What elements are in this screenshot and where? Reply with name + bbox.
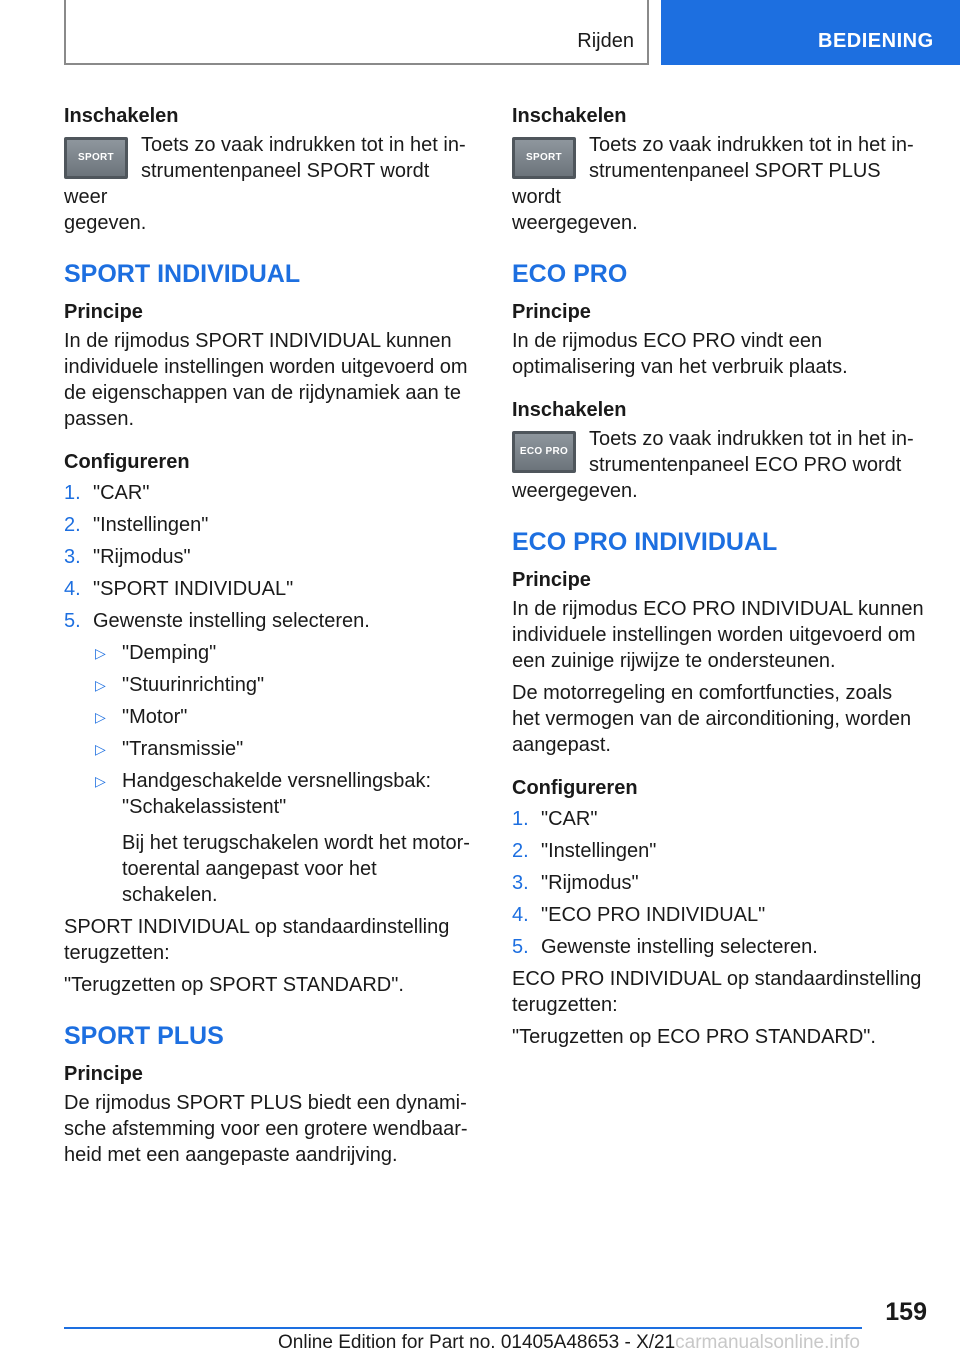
sport-button-icon: SPORT xyxy=(64,137,128,179)
principe-text-2: De motorregeling en comfortfuncties, zoals het vermogen van de airconditioning, worden aangepast. xyxy=(512,682,912,756)
heading-principe: Principe xyxy=(512,301,591,323)
instruction-text: Toets zo vaak indrukken tot in het instrumentenpaneel ECO PRO wordt xyxy=(589,428,914,476)
instruction-text-cont: gegeven. xyxy=(64,212,147,234)
triangle-bullet-icon: ▷ xyxy=(95,773,106,789)
sub-list-item: ▷ Handgeschakelde versnellingsbak: "Schakelassistent" xyxy=(95,770,432,818)
instruction-text: Toets zo vaak indrukken tot in het instrumentenpaneel SPORT PLUS wordt xyxy=(512,134,914,208)
button-instruction xyxy=(64,132,476,210)
left-column xyxy=(64,100,476,1174)
sub-list-item: ▷ "Demping" xyxy=(95,642,217,664)
instruction-text-cont: weergegeven. xyxy=(512,480,638,502)
triangle-bullet-icon: ▷ xyxy=(95,645,106,661)
section-title-sport-individual: SPORT INDIVIDUAL xyxy=(64,260,301,288)
section-title-eco-pro: ECO PRO xyxy=(512,260,628,288)
list-item: 1. "CAR" xyxy=(512,808,598,830)
list-item: 3. "Rijmodus" xyxy=(64,546,191,568)
list-item: 3. "Rijmodus" xyxy=(512,872,639,894)
header-section-title: Rijden xyxy=(577,30,634,52)
reset-text: ECO PRO INDIVIDUAL op standaardinstelling terugzetten: xyxy=(512,968,922,1016)
list-item: 2. "Instellingen" xyxy=(512,840,657,862)
reset-text: SPORT INDIVIDUAL op standaardinstelling terugzetten: xyxy=(64,916,450,964)
footer-divider xyxy=(64,1327,862,1329)
button-instruction xyxy=(512,426,924,478)
reset-value: "Terugzetten op ECO PRO STANDARD". xyxy=(512,1026,876,1048)
principe-text: In de rijmodus SPORT INDIVIDUAL kunnen individuele instellingen worden uitgevoerd om de eigenschappen van de rijdynamiek aan te passen. xyxy=(64,330,468,430)
footer-edition xyxy=(278,1332,860,1354)
triangle-bullet-icon: ▷ xyxy=(95,709,106,725)
config-steps xyxy=(512,806,924,960)
triangle-bullet-icon: ▷ xyxy=(95,741,106,757)
heading-inschakelen: Inschakelen xyxy=(64,105,179,127)
list-item: 5. Gewenste instelling selecteren. xyxy=(512,936,818,958)
section-title-sport-plus: SPORT PLUS xyxy=(64,1022,224,1050)
reset-value: "Terugzetten op SPORT STANDARD". xyxy=(64,974,404,996)
section-title-eco-pro-individual: ECO PRO INDIVIDUAL xyxy=(512,528,778,556)
header-chapter-label: BEDIENING xyxy=(818,30,934,52)
heading-inschakelen: Inschakelen xyxy=(512,105,627,127)
sub-list-item: ▷ "Transmissie" xyxy=(95,738,244,760)
instruction-text: Toets zo vaak indrukken tot in het instrumentenpaneel SPORT wordt weer xyxy=(64,134,466,208)
list-item: 1. "CAR" xyxy=(64,482,150,504)
sub-list-item: ▷ "Motor" xyxy=(95,706,188,728)
list-item: 2. "Instellingen" xyxy=(64,514,209,536)
config-steps xyxy=(64,480,476,908)
heading-configureren: Configureren xyxy=(64,451,190,473)
list-item: 4. "SPORT INDIVIDUAL" xyxy=(64,578,294,600)
watermark-brand: carmanualsonline.info xyxy=(675,1332,860,1353)
instruction-text-cont: weergegeven. xyxy=(512,212,638,234)
heading-configureren: Configureren xyxy=(512,777,638,799)
principe-text: In de rijmodus ECO PRO INDIVIDUAL kunnen individuele instellingen worden uitgevoerd om een zuinige rijwijze te ondersteunen. xyxy=(512,598,924,672)
header-chapter-tab xyxy=(661,0,960,65)
sub-list-item: ▷ "Stuurinrichting" xyxy=(95,674,265,696)
heading-principe: Principe xyxy=(512,569,591,591)
triangle-bullet-icon: ▷ xyxy=(95,677,106,693)
list-item: 5. Gewenste instelling selecteren. xyxy=(64,610,370,632)
button-instruction xyxy=(512,132,924,210)
edition-text: Online Edition for Part no. 01405A48653 - X/21 xyxy=(278,1332,676,1353)
right-column xyxy=(512,100,924,1056)
list-item: 4. "ECO PRO INDIVIDUAL" xyxy=(512,904,766,926)
page-number: 159 xyxy=(885,1298,927,1326)
eco-pro-button-icon: ECO PRO xyxy=(512,431,576,473)
header-frame xyxy=(64,0,649,65)
principe-text: De rijmodus SPORT PLUS biedt een dynamische afstemming voor een grotere wendbaarheid met een aangepaste aandrijving. xyxy=(64,1092,468,1166)
heading-inschakelen: Inschakelen xyxy=(512,399,627,421)
heading-principe: Principe xyxy=(64,301,143,323)
principe-text: In de rijmodus ECO PRO vindt een optimalisering van het verbruik plaats. xyxy=(512,330,848,378)
bullet-note: Bij het terugschakelen wordt het motortoerental aangepast voor het schakelen. xyxy=(122,832,470,906)
sport-button-icon: SPORT xyxy=(512,137,576,179)
heading-principe: Principe xyxy=(64,1063,143,1085)
